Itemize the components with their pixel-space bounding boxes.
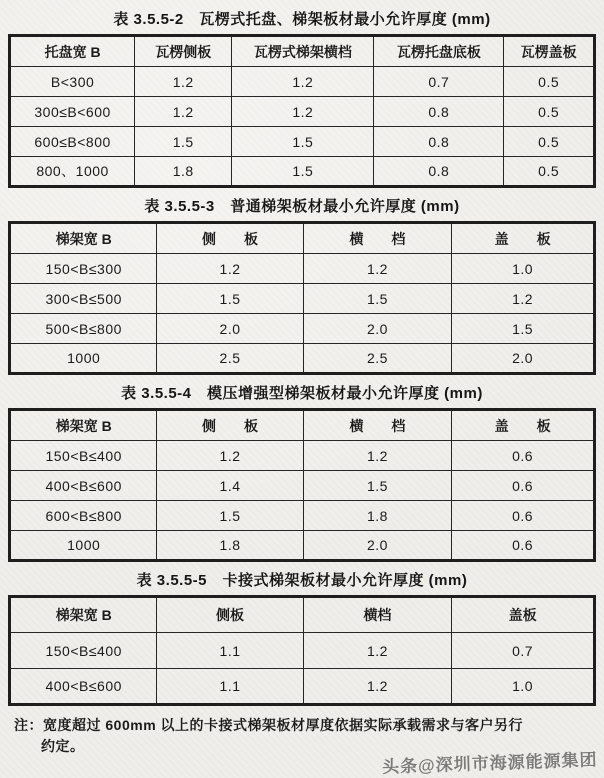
width-range-cell: 600≤B<800 [10, 127, 135, 157]
table-3-5-5-3-title: 表 3.5.5-3 普通梯架板材最小允许厚度 (mm) [144, 198, 460, 215]
width-range-cell: 600<B≤800 [10, 501, 157, 531]
thickness-value-cell: 0.5 [504, 127, 595, 157]
thickness-value-cell: 1.0 [452, 254, 595, 284]
thickness-value-cell: 1.8 [135, 157, 232, 187]
table-3-5-5-5-title: 表 3.5.5-5 卡接式梯架板材最小允许厚度 (mm) [136, 572, 468, 589]
width-range-cell: 150<B≤400 [10, 441, 157, 471]
column-header: 瓦楞盖板 [504, 36, 595, 67]
thickness-value-cell: 1.2 [303, 254, 452, 284]
thickness-value-cell: 1.2 [232, 67, 374, 97]
width-range-cell: 300≤B<600 [10, 97, 135, 127]
table-row [10, 531, 595, 561]
table-row [10, 471, 595, 501]
table-3-5-5-4-title: 表 3.5.5-4 模压增强型梯架板材最小允许厚度 (mm) [121, 385, 483, 402]
thickness-value-cell: 1.5 [452, 314, 595, 344]
width-range-cell: 1000 [10, 344, 157, 374]
column-header: 瓦楞托盘底板 [374, 36, 504, 67]
table-row [10, 344, 595, 374]
corrugated-tray-thickness-table [8, 34, 596, 188]
table-row [10, 157, 595, 187]
thickness-value-cell: 1.2 [303, 441, 452, 471]
thickness-value-cell: 0.6 [452, 531, 595, 561]
width-range-cell: 150<B≤300 [10, 254, 157, 284]
thickness-value-cell: 1.1 [157, 669, 303, 705]
column-header: 侧 板 [157, 223, 303, 254]
molded-reinforced-ladder-thickness-table [8, 408, 596, 562]
table-3-5-5-2-title: 表 3.5.5-2 瓦楞式托盘、梯架板材最小允许厚度 (mm) [113, 11, 491, 28]
thickness-value-cell: 1.2 [232, 97, 374, 127]
header-row [10, 223, 595, 254]
column-header: 梯架宽 B [10, 223, 157, 254]
thickness-value-cell: 1.8 [157, 531, 303, 561]
table-row [10, 284, 595, 314]
thickness-value-cell: 2.0 [303, 531, 452, 561]
thickness-value-cell: 0.5 [504, 97, 595, 127]
thickness-value-cell: 1.5 [303, 471, 452, 501]
thickness-value-cell: 1.2 [157, 254, 303, 284]
table-row [10, 669, 595, 705]
thickness-value-cell: 0.5 [504, 67, 595, 97]
thickness-value-cell: 0.8 [374, 127, 504, 157]
table-row [10, 97, 595, 127]
column-header: 托盘宽 B [10, 36, 135, 67]
watermark: 头条@深圳市海源能源集团 [382, 750, 599, 777]
column-header: 侧板 [157, 597, 303, 633]
thickness-value-cell: 2.0 [303, 314, 452, 344]
thickness-value-cell: 1.8 [303, 501, 452, 531]
width-range-cell: 400<B≤600 [10, 669, 157, 705]
table-row [10, 314, 595, 344]
width-range-cell: 400<B≤600 [10, 471, 157, 501]
thickness-value-cell: 1.2 [135, 97, 232, 127]
thickness-value-cell: 0.6 [452, 441, 595, 471]
footnote-line-1: 注：宽度超过 600mm 以上的卡接式梯架板材厚度依据实际承载需求与客户另行 [14, 717, 524, 733]
thickness-value-cell: 2.5 [303, 344, 452, 374]
thickness-value-cell: 1.5 [135, 127, 232, 157]
column-header: 瓦楞式梯架横档 [232, 36, 374, 67]
thickness-value-cell: 0.6 [452, 471, 595, 501]
clip-type-ladder-thickness-table [8, 595, 596, 706]
thickness-value-cell: 1.5 [303, 284, 452, 314]
width-range-cell: 500<B≤800 [10, 314, 157, 344]
thickness-value-cell: 0.8 [374, 157, 504, 187]
thickness-value-cell: 1.5 [157, 501, 303, 531]
thickness-value-cell: 0.6 [452, 501, 595, 531]
thickness-value-cell: 1.0 [452, 669, 595, 705]
table-row [10, 254, 595, 284]
header-row [10, 410, 595, 441]
column-header: 梯架宽 B [10, 597, 157, 633]
thickness-value-cell: 1.4 [157, 471, 303, 501]
thickness-value-cell: 1.5 [157, 284, 303, 314]
table-row [10, 633, 595, 669]
column-header: 横 档 [303, 410, 452, 441]
column-header: 盖 板 [452, 223, 595, 254]
thickness-value-cell: 0.7 [374, 67, 504, 97]
thickness-value-cell: 0.5 [504, 157, 595, 187]
thickness-value-cell: 1.5 [232, 157, 374, 187]
thickness-value-cell: 1.2 [135, 67, 232, 97]
header-row [10, 36, 595, 67]
thickness-value-cell: 0.8 [374, 97, 504, 127]
thickness-value-cell: 2.0 [452, 344, 595, 374]
thickness-value-cell: 0.7 [452, 633, 595, 669]
column-header: 横 档 [303, 223, 452, 254]
column-header: 盖板 [452, 597, 595, 633]
thickness-value-cell: 1.2 [157, 441, 303, 471]
footnote-line-2: 约定。 [41, 738, 85, 754]
table-row [10, 441, 595, 471]
thickness-value-cell: 1.2 [303, 633, 452, 669]
table-row [10, 501, 595, 531]
column-header: 瓦楞侧板 [135, 36, 232, 67]
header-row [10, 597, 595, 633]
width-range-cell: 800、1000 [10, 157, 135, 187]
column-header: 横档 [303, 597, 452, 633]
column-header: 梯架宽 B [10, 410, 157, 441]
column-header: 盖 板 [452, 410, 595, 441]
column-header: 侧 板 [157, 410, 303, 441]
thickness-value-cell: 1.1 [157, 633, 303, 669]
table-row [10, 127, 595, 157]
ordinary-ladder-thickness-table [8, 221, 596, 375]
width-range-cell: 1000 [10, 531, 157, 561]
thickness-value-cell: 1.5 [232, 127, 374, 157]
width-range-cell: 300<B≤500 [10, 284, 157, 314]
width-range-cell: 150<B≤400 [10, 633, 157, 669]
width-range-cell: B<300 [10, 67, 135, 97]
thickness-value-cell: 1.2 [452, 284, 595, 314]
thickness-value-cell: 2.5 [157, 344, 303, 374]
thickness-value-cell: 2.0 [157, 314, 303, 344]
table-row [10, 67, 595, 97]
thickness-value-cell: 1.2 [303, 669, 452, 705]
